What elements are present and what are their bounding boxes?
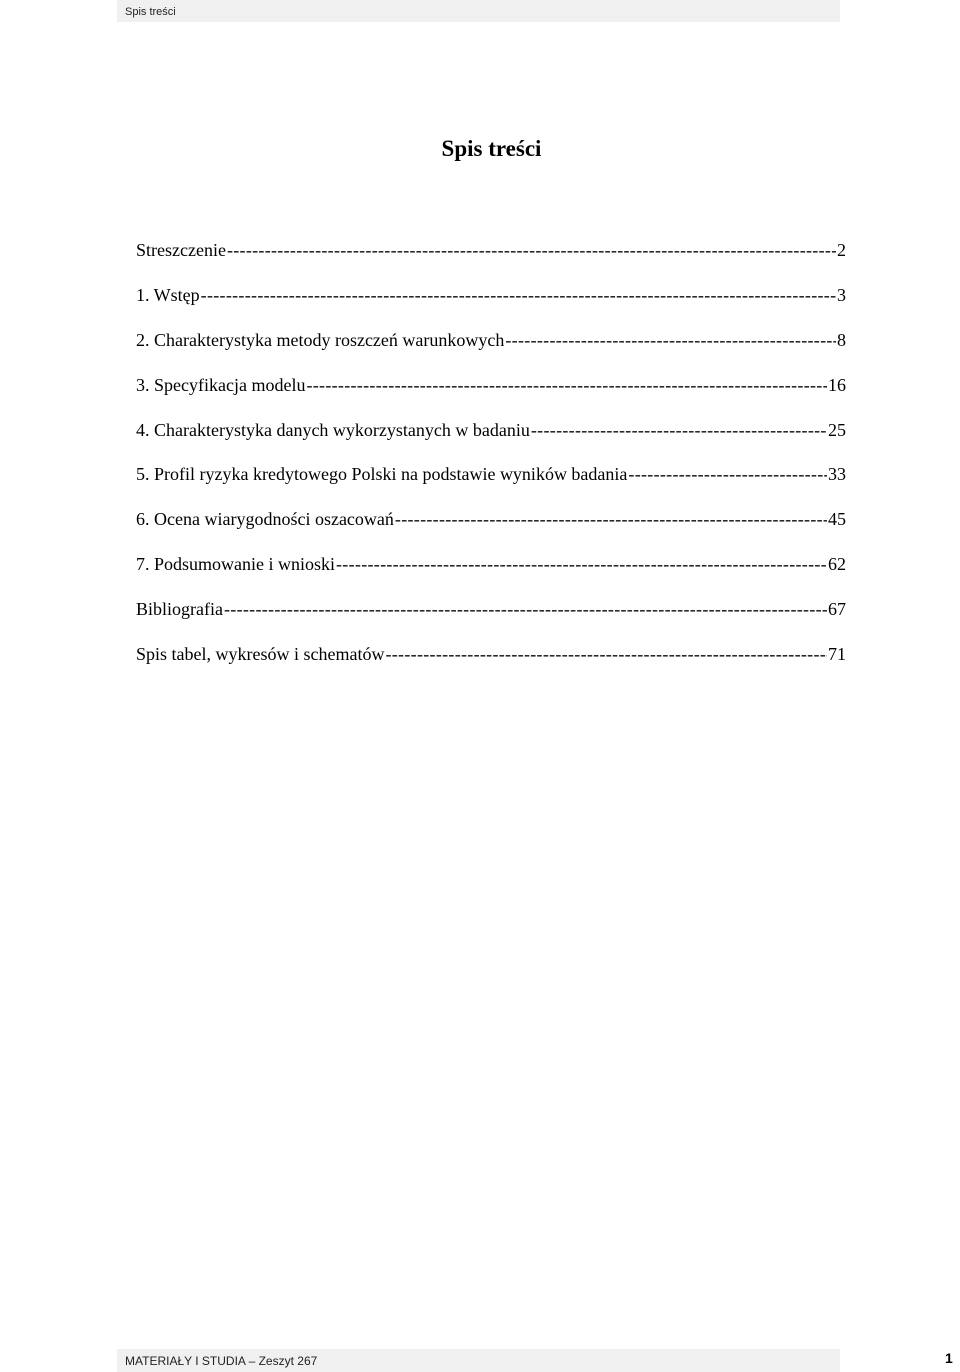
toc-dot-leader [227, 236, 836, 264]
running-header-title: Spis treści [125, 6, 176, 18]
toc-entry-page: 8 [837, 329, 846, 350]
toc-entry-label: 7. Podsumowanie i wnioski [136, 554, 336, 575]
toc-entry-bibliography[interactable] [136, 595, 846, 640]
toc-dot-leader [628, 460, 827, 488]
toc-dot-leader [224, 595, 827, 623]
footer-series-title: MATERIAŁY I STUDIA – Zeszyt 267 [125, 1354, 318, 1368]
toc-dot-leader [505, 326, 836, 354]
toc-entry-page: 45 [828, 509, 846, 530]
toc-entry-3[interactable] [136, 371, 846, 416]
toc-entry-page: 2 [837, 240, 846, 260]
toc-entry-7[interactable] [136, 550, 846, 595]
toc-entry-label: Spis tabel, wykresów i schematów [136, 644, 385, 665]
page-title: Spis treści [441, 136, 542, 161]
toc-entry-page: 71 [828, 644, 846, 665]
toc-entry-summary[interactable] [136, 236, 846, 281]
toc-entry-label: 3. Specyfikacja modelu [136, 374, 306, 395]
toc-entry-4[interactable] [136, 416, 846, 461]
toc-entry-label: Streszczenie [136, 240, 226, 260]
toc-dot-leader [336, 550, 827, 578]
toc-entry-label: Bibliografia [136, 599, 223, 620]
toc-dot-leader [395, 505, 827, 533]
toc-entry-2[interactable] [136, 326, 846, 371]
toc-entry-label: 4. Charakterystyka danych wykorzystanych w badaniu [136, 419, 530, 440]
toc-dot-leader [385, 640, 827, 668]
running-header [117, 0, 840, 22]
toc-dot-leader [306, 371, 827, 399]
toc-entry-label: 2. Charakterystyka metody roszczeń warunkowych [136, 329, 505, 350]
toc-entry-label: 1. Wstęp [136, 284, 200, 305]
running-footer [117, 1349, 840, 1372]
page-number: 1 [945, 1350, 953, 1366]
toc-entry-1[interactable] [136, 281, 846, 326]
toc-dot-leader [201, 281, 836, 309]
toc-entry-label: 5. Profil ryzyka kredytowego Polski na podstawie wyników badania [136, 464, 628, 485]
toc-entry-list-of-tables[interactable] [136, 640, 846, 685]
toc-entry-5[interactable] [136, 460, 846, 505]
toc-entry-page: 3 [837, 284, 846, 305]
toc-entry-page: 67 [828, 599, 846, 620]
toc-entry-label: 6. Ocena wiarygodności oszacowań [136, 509, 394, 530]
toc-entry-6[interactable] [136, 505, 846, 550]
toc-entry-page: 25 [828, 419, 846, 440]
table-of-contents [136, 236, 846, 685]
toc-dot-leader [531, 416, 827, 444]
toc-entry-page: 62 [828, 554, 846, 575]
toc-entry-page: 33 [828, 464, 846, 485]
toc-entry-page: 16 [828, 374, 846, 395]
